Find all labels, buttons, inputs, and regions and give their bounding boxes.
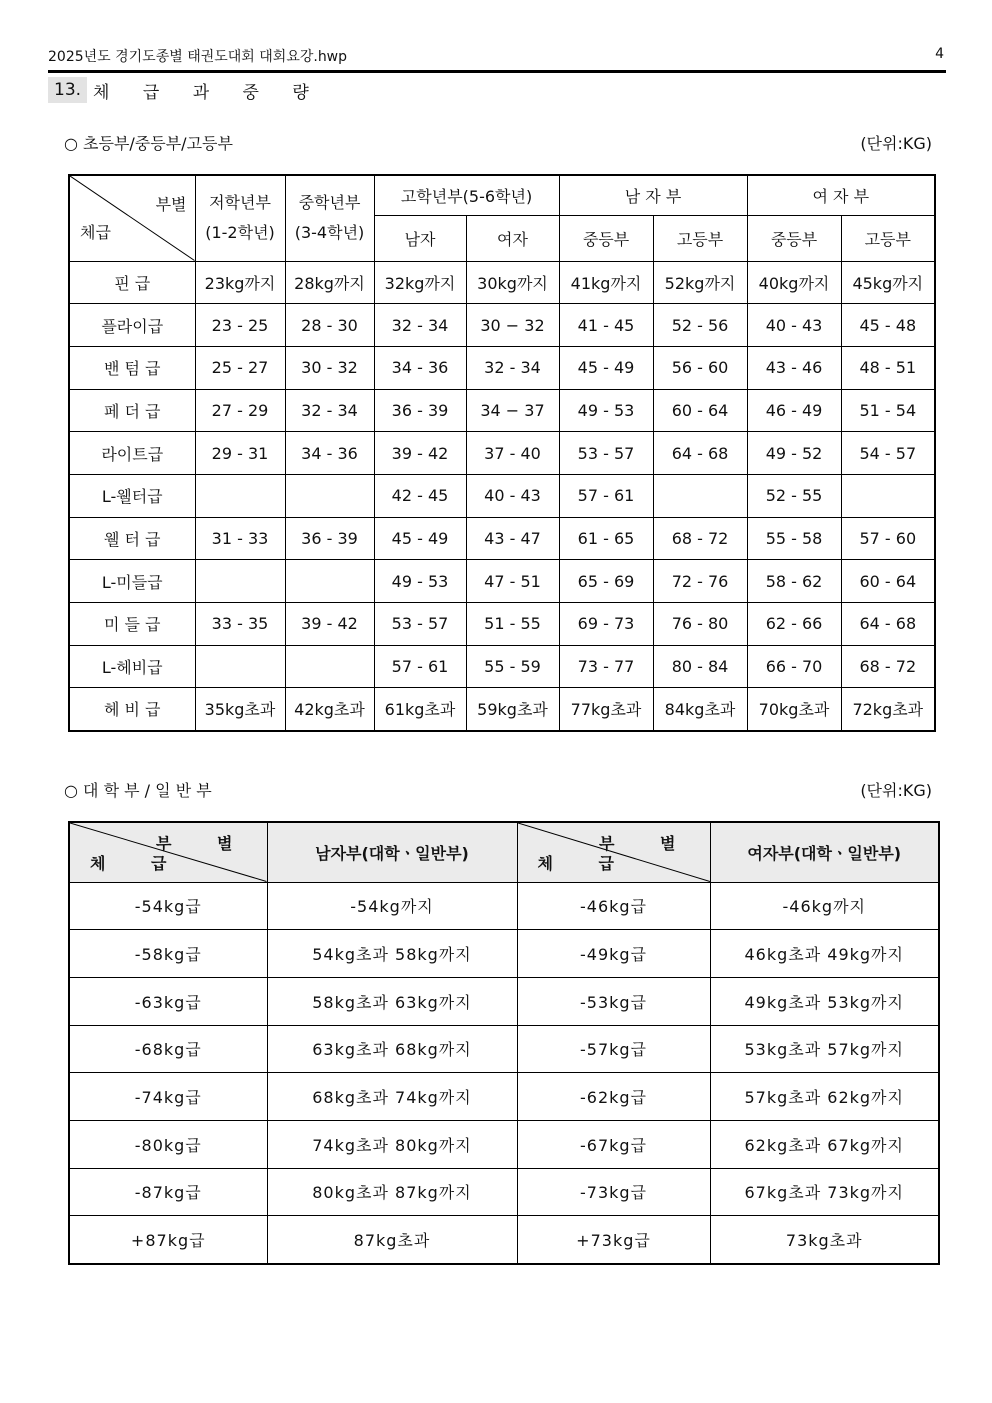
men-weight-range: -54kg까지 (267, 882, 517, 930)
subheader-middle-school-girls: 중등부 (747, 215, 841, 261)
weight-range-cell: 28kg까지 (285, 261, 374, 304)
weight-range-cell: 32 - 34 (466, 346, 559, 389)
weight-range-cell: 68 - 72 (653, 517, 747, 560)
weight-range-cell: 62 - 66 (747, 603, 841, 646)
weight-range-cell (195, 645, 285, 688)
weight-range-cell: 56 - 60 (653, 346, 747, 389)
weight-class-name: 웰 터 급 (69, 517, 195, 560)
weight-range-cell: 36 - 39 (374, 389, 466, 432)
weight-class-name: L-헤비급 (69, 645, 195, 688)
header-lower-grades: 저학년부 (1-2학년) (195, 175, 285, 261)
subheader-female: 여자 (466, 215, 559, 261)
men-weight-class: -87kg급 (69, 1168, 267, 1216)
table-row (69, 304, 935, 347)
weight-range-cell: 48 - 51 (841, 346, 935, 389)
table2-unit: (단위:KG) (860, 781, 932, 800)
weight-class-name: 라이트급 (69, 432, 195, 475)
table-row (69, 560, 935, 603)
weight-range-cell: 53 - 57 (559, 432, 653, 475)
women-weight-range: 49kg초과 53kg까지 (710, 977, 939, 1025)
weight-range-cell: 23kg까지 (195, 261, 285, 304)
document-filename: 2025년도 경기도종별 태권도대회 대회요강.hwp (48, 49, 348, 65)
weight-range-cell: 57 - 61 (559, 474, 653, 517)
weight-range-cell: 64 - 68 (653, 432, 747, 475)
weight-range-cell: 32 - 34 (374, 304, 466, 347)
weight-range-cell: 29 - 31 (195, 432, 285, 475)
weight-range-cell: 61 - 65 (559, 517, 653, 560)
table-row (69, 389, 935, 432)
weight-range-cell (285, 560, 374, 603)
men-weight-range: 54kg초과 58kg까지 (267, 930, 517, 978)
weight-range-cell: 57 - 61 (374, 645, 466, 688)
subheader-male: 남자 (374, 215, 466, 261)
weight-range-cell: 58 - 62 (747, 560, 841, 603)
document-header (48, 46, 946, 66)
women-weight-range: -46kg까지 (710, 882, 939, 930)
section-heading (48, 76, 323, 104)
weight-range-cell: 25 - 27 (195, 346, 285, 389)
table-row (69, 1216, 939, 1264)
weight-range-cell: 47 - 51 (466, 560, 559, 603)
table-row (69, 688, 935, 731)
table2-subtitle: ○ 대 학 부 / 일 반 부 (64, 781, 212, 800)
corner-label-division: 부 별 (599, 834, 696, 853)
weight-range-cell: 60 - 64 (653, 389, 747, 432)
weight-range-cell: 52 - 56 (653, 304, 747, 347)
men-weight-range: 74kg초과 80kg까지 (267, 1120, 517, 1168)
weight-range-cell: 32 - 34 (285, 389, 374, 432)
header-middle-grades: 중학년부 (3-4학년) (285, 175, 374, 261)
women-weight-class: -57kg급 (517, 1025, 710, 1073)
weight-range-cell: 64 - 68 (841, 603, 935, 646)
weight-range-cell: 53 - 57 (374, 603, 466, 646)
men-weight-range: 63kg초과 68kg까지 (267, 1025, 517, 1073)
weight-class-name: 헤 비 급 (69, 688, 195, 731)
corner-label-class: 체급 (80, 222, 111, 242)
men-weight-range: 68kg초과 74kg까지 (267, 1073, 517, 1121)
table-row (69, 1073, 939, 1121)
weight-range-cell (195, 474, 285, 517)
men-weight-class: -74kg급 (69, 1073, 267, 1121)
weight-range-cell: 65 - 69 (559, 560, 653, 603)
women-weight-class: +73kg급 (517, 1216, 710, 1264)
section-title: 체 급 과 중 량 (93, 82, 323, 103)
weight-range-cell: 72kg초과 (841, 688, 935, 731)
weight-range-cell (195, 560, 285, 603)
weight-range-cell: 31 - 33 (195, 517, 285, 560)
men-weight-class: +87kg급 (69, 1216, 267, 1264)
header-boys-division: 남 자 부 (559, 175, 747, 215)
table-row (69, 977, 939, 1025)
women-weight-class: -67kg급 (517, 1120, 710, 1168)
table-row (69, 346, 935, 389)
header-upper-grades: 고학년부(5-6학년) (374, 175, 559, 215)
section-number: 13. (48, 77, 87, 103)
men-weight-class: -63kg급 (69, 977, 267, 1025)
weight-range-cell: 52kg까지 (653, 261, 747, 304)
men-weight-class: -54kg급 (69, 882, 267, 930)
weight-range-cell: 35kg초과 (195, 688, 285, 731)
men-weight-range: 87kg초과 (267, 1216, 517, 1264)
women-weight-range: 53kg초과 57kg까지 (710, 1025, 939, 1073)
weight-range-cell: 73 - 77 (559, 645, 653, 688)
weight-range-cell: 41 - 45 (559, 304, 653, 347)
table-row (69, 432, 935, 475)
weight-class-name: L-미들급 (69, 560, 195, 603)
table-row (69, 1120, 939, 1168)
men-weight-class: -80kg급 (69, 1120, 267, 1168)
table-row (69, 261, 935, 304)
weight-range-cell: 80 - 84 (653, 645, 747, 688)
table-row (69, 930, 939, 978)
table-row (69, 645, 935, 688)
weight-range-cell: 46 - 49 (747, 389, 841, 432)
women-weight-range: 67kg초과 73kg까지 (710, 1168, 939, 1216)
weight-range-cell: 43 - 47 (466, 517, 559, 560)
weight-range-cell: 45 - 49 (559, 346, 653, 389)
weight-range-cell: 40 - 43 (747, 304, 841, 347)
weight-range-cell: 76 - 80 (653, 603, 747, 646)
weight-range-cell: 39 - 42 (374, 432, 466, 475)
weight-range-cell: 30 − 32 (466, 304, 559, 347)
weight-range-cell: 68 - 72 (841, 645, 935, 688)
weight-range-cell: 49 - 53 (559, 389, 653, 432)
subheader-middle-school-boys: 중등부 (559, 215, 653, 261)
weight-range-cell: 34 − 37 (466, 389, 559, 432)
weight-range-cell: 54 - 57 (841, 432, 935, 475)
weight-range-cell: 28 - 30 (285, 304, 374, 347)
table2-corner-cell-female (517, 822, 710, 882)
weight-range-cell: 39 - 42 (285, 603, 374, 646)
weight-range-cell: 60 - 64 (841, 560, 935, 603)
weight-range-cell (285, 645, 374, 688)
weight-range-cell: 40 - 43 (466, 474, 559, 517)
women-weight-class: -73kg급 (517, 1168, 710, 1216)
women-weight-class: -46kg급 (517, 882, 710, 930)
page-number: 4 (935, 46, 944, 62)
weight-range-cell: 27 - 29 (195, 389, 285, 432)
table-row (69, 1168, 939, 1216)
weight-range-cell: 34 - 36 (374, 346, 466, 389)
table-row (69, 1025, 939, 1073)
weight-range-cell: 30kg까지 (466, 261, 559, 304)
weight-range-cell: 41kg까지 (559, 261, 653, 304)
weight-range-cell: 55 - 58 (747, 517, 841, 560)
corner-label-division: 부 별 (156, 834, 253, 853)
header-women-division: 여자부(대학ㆍ일반부) (710, 822, 939, 882)
women-weight-class: -53kg급 (517, 977, 710, 1025)
diagonal-line (70, 176, 195, 261)
weight-range-cell: 49 - 53 (374, 560, 466, 603)
weight-range-cell: 40kg까지 (747, 261, 841, 304)
table1-corner-cell (69, 175, 195, 261)
weight-range-cell: 70kg초과 (747, 688, 841, 731)
weight-range-cell (285, 474, 374, 517)
header-girls-division: 여 자 부 (747, 175, 935, 215)
table-row (69, 474, 935, 517)
weight-range-cell (841, 474, 935, 517)
weight-range-cell: 66 - 70 (747, 645, 841, 688)
women-weight-class: -62kg급 (517, 1073, 710, 1121)
table-row (69, 603, 935, 646)
weight-range-cell: 72 - 76 (653, 560, 747, 603)
weight-range-cell (653, 474, 747, 517)
subheader-high-school-boys: 고등부 (653, 215, 747, 261)
weight-range-cell: 45 - 48 (841, 304, 935, 347)
men-weight-range: 58kg초과 63kg까지 (267, 977, 517, 1025)
weight-class-name: 미 들 급 (69, 603, 195, 646)
table1-unit: (단위:KG) (860, 134, 932, 153)
header-men-division: 남자부(대학ㆍ일반부) (267, 822, 517, 882)
men-weight-range: 80kg초과 87kg까지 (267, 1168, 517, 1216)
women-weight-range: 73kg초과 (710, 1216, 939, 1264)
weight-range-cell: 45kg까지 (841, 261, 935, 304)
weight-range-cell: 23 - 25 (195, 304, 285, 347)
men-weight-class: -68kg급 (69, 1025, 267, 1073)
corner-label-division: 부별 (155, 195, 187, 214)
weight-class-name: 핀 급 (69, 261, 195, 304)
weight-range-cell: 37 - 40 (466, 432, 559, 475)
weight-class-table-university-general (68, 821, 940, 1265)
weight-range-cell: 52 - 55 (747, 474, 841, 517)
weight-range-cell: 30 - 32 (285, 346, 374, 389)
weight-class-name: 플라이급 (69, 304, 195, 347)
table-row (69, 882, 939, 930)
weight-range-cell: 61kg초과 (374, 688, 466, 731)
weight-range-cell: 49 - 52 (747, 432, 841, 475)
women-weight-range: 62kg초과 67kg까지 (710, 1120, 939, 1168)
women-weight-range: 57kg초과 62kg까지 (710, 1073, 939, 1121)
table-row (69, 517, 935, 560)
women-weight-class: -49kg급 (517, 930, 710, 978)
corner-label-class: 체 급 (90, 853, 187, 873)
weight-range-cell: 45 - 49 (374, 517, 466, 560)
weight-range-cell: 57 - 60 (841, 517, 935, 560)
weight-range-cell: 43 - 46 (747, 346, 841, 389)
weight-range-cell: 33 - 35 (195, 603, 285, 646)
women-weight-range: 46kg초과 49kg까지 (710, 930, 939, 978)
table2-corner-cell-male (69, 822, 267, 882)
weight-range-cell: 84kg초과 (653, 688, 747, 731)
weight-range-cell: 42 - 45 (374, 474, 466, 517)
weight-range-cell: 34 - 36 (285, 432, 374, 475)
weight-range-cell: 36 - 39 (285, 517, 374, 560)
weight-class-table-school (68, 174, 936, 732)
weight-range-cell: 77kg초과 (559, 688, 653, 731)
weight-range-cell: 51 - 55 (466, 603, 559, 646)
weight-range-cell: 69 - 73 (559, 603, 653, 646)
weight-range-cell: 32kg까지 (374, 261, 466, 304)
weight-range-cell: 42kg초과 (285, 688, 374, 731)
men-weight-class: -58kg급 (69, 930, 267, 978)
subheader-high-school-girls: 고등부 (841, 215, 935, 261)
header-rule (48, 70, 946, 73)
weight-range-cell: 51 - 54 (841, 389, 935, 432)
corner-label-class: 체 급 (537, 853, 634, 873)
weight-class-name: 밴 텀 급 (69, 346, 195, 389)
weight-range-cell: 55 - 59 (466, 645, 559, 688)
weight-class-name: 페 더 급 (69, 389, 195, 432)
table1-subtitle: ○ 초등부/중등부/고등부 (64, 134, 233, 153)
weight-class-name: L-웰터급 (69, 474, 195, 517)
weight-range-cell: 59kg초과 (466, 688, 559, 731)
